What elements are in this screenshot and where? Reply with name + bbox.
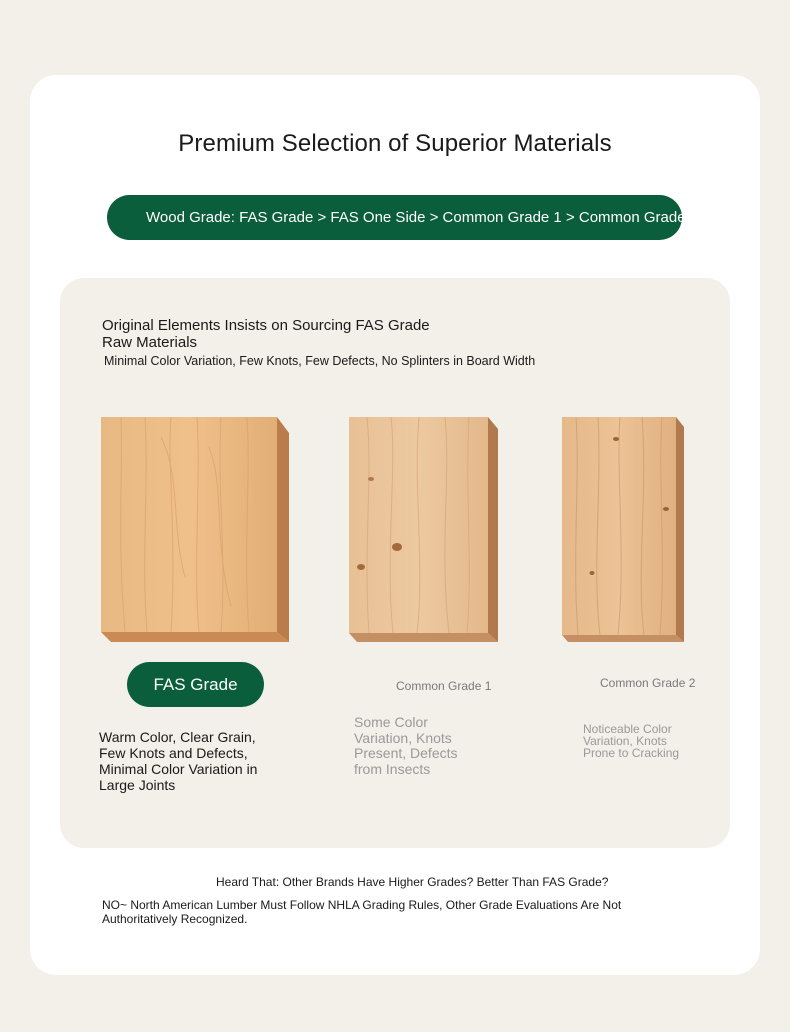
grade-order-banner: Wood Grade: FAS Grade > FAS One Side > Common Grade 1 > Common Grade 2 xyxy=(107,195,682,240)
common-grade-2-description: Noticeable Color Variation, Knots Prone to Cracking xyxy=(583,722,680,760)
page-title: Premium Selection of Superior Materials xyxy=(178,130,612,157)
common-grade-1-label: Common Grade 1 xyxy=(396,679,492,693)
faq-answer: NO~ North American Lumber Must Follow NHLA Grading Rules, Other Grade Evaluations Are Not Authoritatively Recognized. xyxy=(102,898,622,926)
common-grade-2-board-image xyxy=(562,417,684,642)
fas-grade-label: FAS Grade xyxy=(127,662,264,707)
intro-subtitle: Minimal Color Variation, Few Knots, Few Defects, No Splinters in Board Width xyxy=(104,354,536,368)
common-grade-1-description: Some Color Variation, Knots Present, Defects from Insects xyxy=(354,714,458,777)
fas-grade-board-image xyxy=(101,417,289,642)
fas-grade-description: Warm Color, Clear Grain, Few Knots and Defects, Minimal Color Variation in Large Joints xyxy=(99,729,258,793)
common-grade-2-label: Common Grade 2 xyxy=(600,676,696,690)
faq-question: Heard That: Other Brands Have Higher Grades? Better Than FAS Grade? xyxy=(216,875,609,889)
intro-title: Original Elements Insists on Sourcing FAS Grade Raw Materials xyxy=(102,317,430,351)
common-grade-1-board-image xyxy=(349,417,498,642)
